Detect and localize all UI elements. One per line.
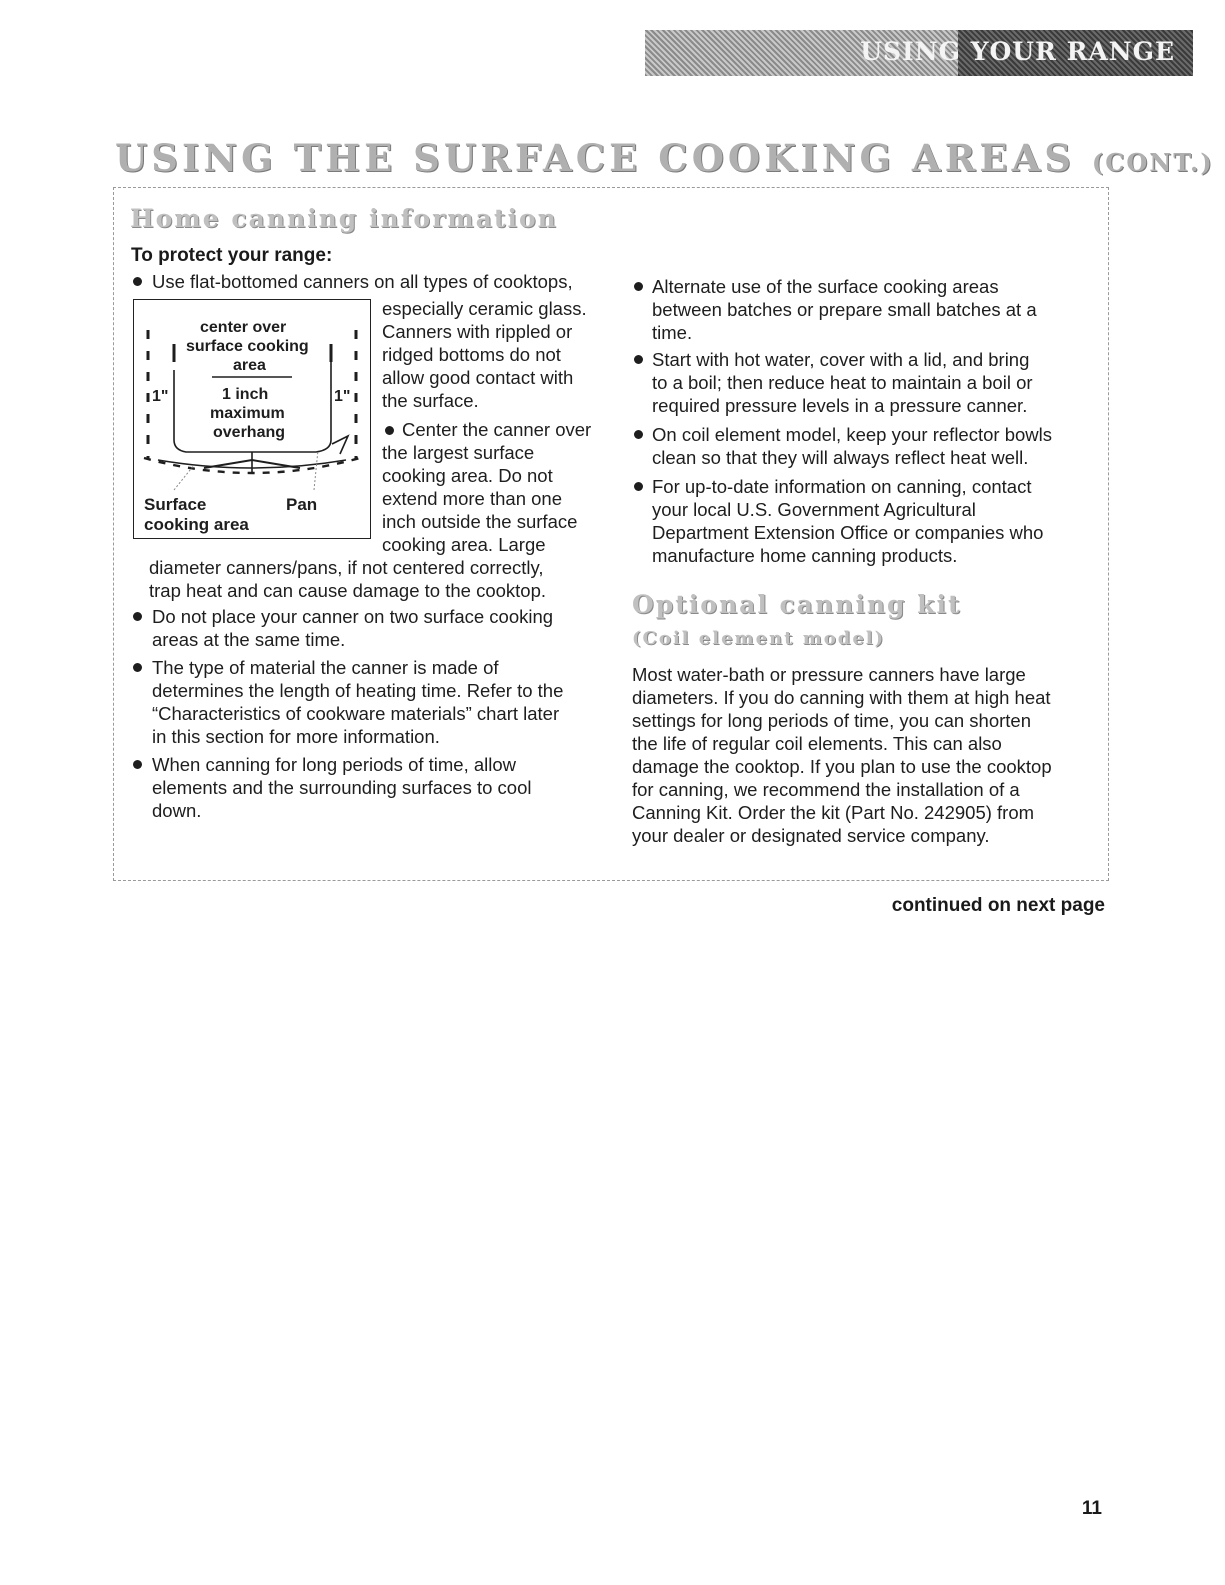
right-bullet1-line: time.	[652, 322, 693, 343]
right-bullet3-line: clean so that they will always reflect heat well.	[652, 447, 1029, 468]
bullet1-line: Use flat-bottomed canners on all types of cooktops,	[152, 271, 573, 292]
bullet3-line: Do not place your canner on two surface cooking	[152, 606, 554, 627]
canning-kit-heading: Optional canning kit	[632, 590, 962, 619]
bullet4-line: in this section for more information.	[152, 726, 440, 747]
bullet4-line: The type of material the canner is made of	[152, 657, 499, 678]
diagram-label-right-dim: 1"	[334, 388, 351, 405]
bullet4-line: “Characteristics of cookware materials” chart later	[152, 703, 560, 724]
right-bullet2-line: Start with hot water, cover with a lid, and bring	[652, 349, 1030, 370]
page-number: 11	[1081, 1498, 1102, 1519]
bullet-dot	[133, 663, 142, 672]
bullet-dot	[133, 612, 142, 621]
canning-kit-line: Most water-bath or pressure canners have large	[632, 664, 1026, 685]
right-bullet4-line: your local U.S. Government Agricultural	[652, 499, 976, 520]
right-bullet3-line: On coil element model, keep your reflector bowls	[652, 424, 1052, 445]
bullet-dot	[634, 355, 643, 364]
bullet5-line: down.	[152, 800, 202, 821]
canning-kit-subheading: (Coil element model)	[632, 628, 886, 649]
bullet1-line: allow good contact with	[382, 367, 574, 388]
header-band-highlight	[860, 30, 1193, 76]
bullet-dot	[133, 760, 142, 769]
bullet5-line: elements and the surrounding surfaces to cool	[152, 777, 532, 798]
diagram-label-cooking-area: cooking area	[144, 515, 249, 534]
bullet-dot	[133, 277, 142, 286]
bullet-dot	[634, 430, 643, 439]
bullet2-line: diameter canners/pans, if not centered correctly,	[149, 557, 544, 578]
page-title	[115, 136, 1214, 180]
continued-on-next-page: continued on next page	[891, 895, 1105, 916]
right-bullet4-line: manufacture home canning products.	[652, 545, 958, 566]
bullet3-line: areas at the same time.	[152, 629, 346, 650]
bullet2-line: extend more than one	[382, 488, 562, 509]
diagram-label-pan: Pan	[286, 495, 318, 514]
diagram-label-area: area	[233, 357, 266, 374]
bullet2-line: inch outside the surface	[382, 511, 578, 532]
diagram-label-center-over: center over	[200, 319, 287, 336]
diagram-label-one-inch: 1 inch	[222, 386, 269, 403]
canning-kit-line: for canning, we recommend the installation of a	[632, 779, 1020, 800]
canning-kit-line: diameters. If you do canning with them at high heat	[632, 687, 1051, 708]
bullet-dot	[634, 482, 643, 491]
bullet1-line: the surface.	[382, 390, 479, 411]
canning-kit-line: the life of regular coil elements. This can also	[632, 733, 1002, 754]
bullet1-line: ridged bottoms do not	[382, 344, 561, 365]
diagram-label-surface-cooking: surface cooking	[186, 338, 309, 355]
bullet-dot	[634, 282, 643, 291]
page-title-cont: (CONT.)	[1091, 148, 1214, 177]
bullet2-line: the largest surface	[382, 442, 535, 463]
bullet5-line: When canning for long periods of time, allow	[152, 754, 517, 775]
canner-placement-diagram	[133, 299, 371, 539]
right-bullet2-line: required pressure levels in a pressure canner.	[652, 395, 1028, 416]
right-bullet4-line: Department Extension Office or companies who	[652, 522, 1044, 543]
bullet-dot	[385, 426, 394, 435]
right-bullet1-line: between batches or prepare small batches at a	[652, 299, 1037, 320]
canning-kit-line: damage the cooktop. If you plan to use the cooktop	[632, 756, 1052, 777]
header-band	[645, 30, 1193, 76]
right-bullet2-line: to a boil; then reduce heat to maintain a boil or	[652, 372, 1033, 393]
diagram-label-left-dim: 1"	[152, 388, 169, 405]
header-section-label: USING YOUR RANGE	[860, 37, 1175, 66]
bullet1-line: Canners with rippled or	[382, 321, 573, 342]
right-bullet4-line: For up-to-date information on canning, contact	[652, 476, 1032, 497]
canning-kit-line: settings for long periods of time, you can shorten	[632, 710, 1031, 731]
diagram-label-surface: Surface	[144, 495, 207, 514]
canning-kit-line: your dealer or designated service company.	[632, 825, 990, 846]
diagram-label-overhang: overhang	[213, 424, 286, 441]
bullet2-line: Center the canner over	[402, 419, 592, 440]
bullet2-line: trap heat and can cause damage to the cooktop.	[149, 580, 547, 601]
right-bullet1-line: Alternate use of the surface cooking areas	[652, 276, 999, 297]
canning-kit-line: Canning Kit. Order the kit (Part No. 242905) from	[632, 802, 1035, 823]
diagram-label-maximum: maximum	[210, 405, 285, 422]
bullet1-line: especially ceramic glass.	[382, 298, 587, 319]
bullet2-line: cooking area. Do not	[382, 465, 553, 486]
bullet2-line: cooking area. Large	[382, 534, 546, 555]
protect-range-lead: To protect your range:	[131, 245, 333, 266]
page-title-main: USING THE SURFACE COOKING AREAS	[115, 136, 1076, 180]
bullet4-line: determines the length of heating time. Refer to the	[152, 680, 564, 701]
home-canning-heading: Home canning information	[130, 204, 558, 233]
